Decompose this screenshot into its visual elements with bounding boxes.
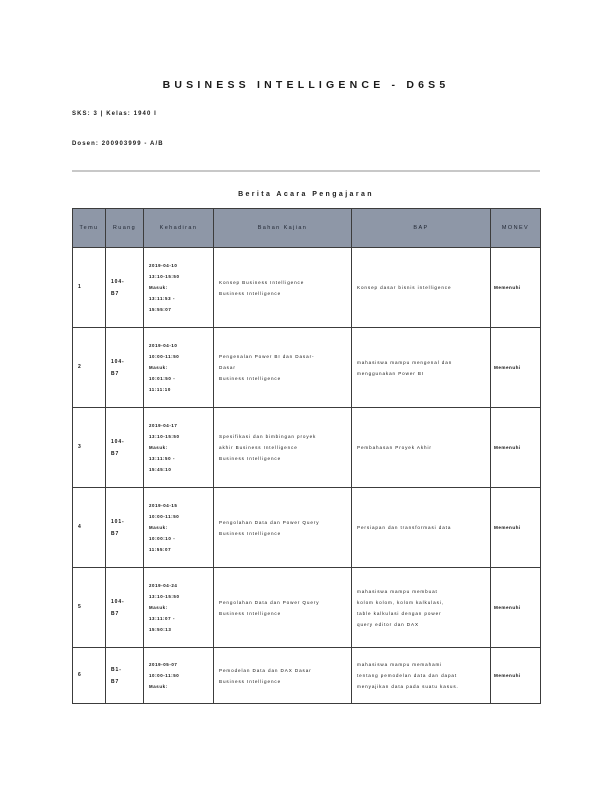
cell-ruang [106,488,144,568]
kehadiran-line: 11:11:10 [149,387,171,392]
kehadiran-line: 10:00-11:50 [149,673,180,678]
bap-line: mahasiswa mampu mengenal dan [357,359,453,365]
bap-line: mahasiswa mampu memahami [357,662,443,667]
cell-ruang [106,408,144,488]
cell-monev: Memenuhi [491,488,541,568]
kehadiran-line: 15:45:10 [149,467,172,472]
kehadiran-line: 15:50:13 [149,627,172,632]
header-kehadiran: Kehadiran [144,209,214,248]
table-row [73,648,541,704]
bahan-line: Pemodelan Data dan DAX Dasar [219,667,312,673]
bahan-line: Business Intelligence [219,610,282,616]
bap-line: kolom kolom, kolom kalkulasi, [357,599,444,605]
table-row [73,568,541,648]
cell-ruang [106,328,144,408]
page-title: BUSINESS INTELLIGENCE - D6S5 [162,79,450,91]
bap-line: Pembahasan Proyek Akhir [357,445,432,450]
cell-bap [352,328,491,408]
cell-temu: 3 [73,408,106,488]
kehadiran-line: 10:01:50 - [149,376,176,381]
kehadiran-line: 13:11:07 - [149,616,176,621]
cell-kehadiran [144,408,214,488]
header-temu: Temu [73,209,106,248]
bap-line: table kalkulasi dengan power [357,610,442,616]
ruang-line: B7 [111,370,120,377]
header-bahan-kajian: Bahan Kajian [214,209,352,248]
bahan-line: Business Intelligence [219,376,282,381]
cell-kehadiran [144,328,214,408]
bahan-line: akhir Business Intelligence [219,445,298,450]
bahan-line: Business Intelligence [219,530,282,536]
kehadiran-line: 13:10-15:50 [149,274,180,279]
kehadiran-line: Masuk: [149,285,168,290]
cell-bahan-kajian [214,328,352,408]
cell-kehadiran [144,568,214,648]
cell-monev: Memenuhi [491,248,541,328]
cell-bahan-kajian [214,248,352,328]
teaching-record-table [72,208,541,704]
bap-line: menggunakan Power BI [357,370,425,376]
ruang-line: B7 [111,678,120,685]
cell-bahan-kajian [214,648,352,704]
cell-bap [352,488,491,568]
ruang-line: B7 [111,530,120,537]
cell-ruang [106,568,144,648]
kehadiran-line: Masuk: [149,605,168,610]
table-row [73,488,541,568]
kehadiran-line: 13:11:50 - [149,456,176,461]
cell-monev: Memenuhi [491,328,541,408]
ruang-line: 104- [111,278,125,285]
ruang-line: 104- [111,598,125,605]
cell-bap [352,408,491,488]
kehadiran-line: Masuk: [149,365,168,370]
table-header-row [73,209,541,248]
bahan-line: Business Intelligence [219,456,282,461]
bap-line: mahasiswa mampu membuat [357,588,438,594]
ruang-line: B7 [111,290,120,297]
cell-bahan-kajian [214,568,352,648]
bahan-line: Pengenalan Power BI dan Dasar- [219,354,315,359]
cell-temu: 4 [73,488,106,568]
sks-class-info: SKS: 3 | Kelas: 1940 I [72,111,157,117]
cell-bap [352,248,491,328]
kehadiran-line: 2019-04-10 [149,343,178,348]
bahan-line: Business Intelligence [219,678,282,684]
bap-line: query editor dan DAX [357,621,419,627]
cell-bahan-kajian [214,408,352,488]
table-row [73,328,541,408]
cell-kehadiran [144,648,214,704]
table-row [73,408,541,488]
kehadiran-line: 2019-04-17 [149,423,178,428]
table-row [73,248,541,328]
kehadiran-line: 10:00-11:50 [149,354,180,359]
ruang-line: B7 [111,610,120,617]
header-ruang: Ruang [106,209,144,248]
cell-kehadiran [144,248,214,328]
ruang-line: 104- [111,438,125,445]
kehadiran-line: 2019-04-24 [149,583,178,588]
lecturer-info: Dosen: 200903999 - A/B [72,141,164,147]
bahan-line: Dasar [219,365,236,370]
kehadiran-line: 2019-04-10 [149,263,178,268]
cell-monev: Memenuhi [491,648,541,704]
kehadiran-line: 2019-05-07 [149,662,178,667]
bap-line: Persiapan dan transformasi data [357,525,452,530]
cell-bap [352,568,491,648]
bap-line: menyajikan data pada suatu kasus. [357,684,459,689]
cell-ruang [106,248,144,328]
cell-temu: 2 [73,328,106,408]
kehadiran-line: 13:10-15:50 [149,594,180,599]
kehadiran-line: Masuk: [149,525,168,530]
cell-monev: Memenuhi [491,408,541,488]
kehadiran-line: 13:10-15:50 [149,434,180,439]
cell-temu: 1 [73,248,106,328]
kehadiran-line: 15:55:07 [149,307,172,312]
ruang-line: B7 [111,450,120,457]
bap-line: tentang pemodelan data dan dapat [357,673,458,678]
header-bap: BAP [352,209,491,248]
cell-ruang [106,648,144,704]
bahan-line: Spesifikasi dan bimbingan proyek [219,434,317,439]
bahan-line: Business Intelligence [219,290,282,296]
cell-temu: 5 [73,568,106,648]
ruang-line: 104- [111,358,125,365]
kehadiran-line: 10:00-11:50 [149,514,180,519]
kehadiran-line: 11:55:07 [149,547,172,552]
kehadiran-line: 13:11:53 - [149,296,176,301]
cell-temu: 6 [73,648,106,704]
cell-bahan-kajian [214,488,352,568]
kehadiran-line: Masuk: [149,445,168,450]
bahan-line: Konsep Business Intelligence [219,279,305,285]
ruang-line: 101- [111,518,125,525]
ruang-line: B1- [111,666,122,673]
header-divider [72,170,540,172]
kehadiran-line: 10:00:10 - [149,536,176,541]
kehadiran-line: Masuk: [149,684,168,689]
section-title: Berita Acara Pengajaran [238,191,374,198]
header-monev: MONEV [491,209,541,248]
cell-kehadiran [144,488,214,568]
kehadiran-line: 2019-04-15 [149,503,178,508]
cell-monev: Memenuhi [491,568,541,648]
bahan-line: Pengolahan Data dan Power Query [219,599,320,605]
bap-line: Konsep dasar bisnis intelligence [357,285,452,290]
bahan-line: Pengolahan Data dan Power Query [219,519,320,525]
cell-bap [352,648,491,704]
